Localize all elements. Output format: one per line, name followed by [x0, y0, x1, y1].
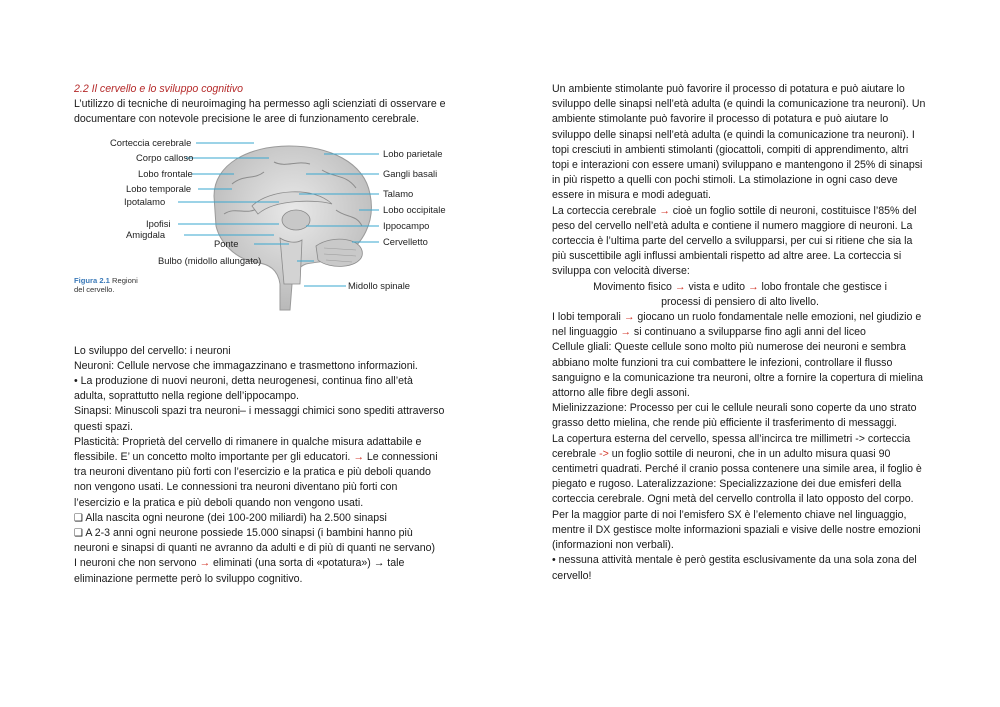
label-ipotalamo: Ipotalamo: [124, 195, 166, 207]
brain-figure: [74, 134, 446, 324]
label-ipofisi: Ipofisi: [146, 217, 171, 229]
sinapsi-2-3-anni-text: A 2-3 anni ogni neurone possiede 15.000 sinapsi (i bambini hanno più neuroni e sinapsi di quanti ne avranno da adulti e di più di quanti ne servano): [74, 527, 436, 555]
neurogenesi-bullet: • La produzione di nuovi neuroni, detta neurogenesi, continua fino all’età adulta, soprattutto nella regione dell’ippocampo.: [74, 375, 413, 403]
potatura-text-a: I neuroni che non servono: [74, 557, 197, 570]
corteccia-text-b: cioè un foglio sottile di neuroni, costituisce l’85% del peso del cervello nell’età adulta e contiene il numero maggiore di neuroni. La corteccia è l’ultima parte del cervello a svilupparsi, per cui si ritiene che sia la più suscettibile agli influssi ambientali rispetto ad altre aree. La corteccia si sviluppa con velocità diverse:: [552, 204, 917, 278]
checkbox-bullet-icon: ❑: [74, 528, 83, 540]
red-arrow-icon: ->: [599, 447, 609, 460]
sinapsi-nascita-text: Alla nascita ogni neurone (dei 100-200 miliardi) ha 2.500 sinapsi: [85, 511, 387, 524]
checkbox-bullet-icon: ❑: [74, 512, 83, 524]
def-plasticita: [74, 435, 446, 511]
sinapsi-2-3-anni: [74, 526, 446, 556]
copertura-text-b: corteccia cerebrale: [552, 432, 911, 460]
right-column: [552, 82, 928, 584]
copertura-text-a: La copertura esterna del cervello, spessa all’incirca tre millimetri ->: [552, 432, 865, 445]
red-arrow-icon: →: [620, 326, 631, 339]
plasticita-text-b: Le connessioni tra neuroni diventano più forti con l’esercizio e la pratica e più deboli quando non vengono usati. Le connessioni tra neuroni diventano più forti con l’esercizio e la pratica e più deboli quando non vengono usati.: [74, 451, 438, 509]
corteccia-text-a: La corteccia cerebrale: [552, 204, 657, 217]
label-bulbo: Bulbo (midollo allungato): [158, 254, 262, 266]
red-arrow-icon: →: [353, 451, 364, 464]
red-arrow-icon: →: [199, 557, 211, 570]
label-ippocampo: Ippocampo: [383, 219, 430, 231]
label-midollo-spinale: Midollo spinale: [348, 279, 411, 291]
label-lobo-temporale: Lobo temporale: [126, 182, 192, 194]
def-sinapsi: Sinapsi: Minuscoli spazi tra neuroni– i messaggi chimici sono spediti attraverso questi spazi.: [74, 405, 445, 433]
label-lobo-occipitale: Lobo occipitale: [383, 203, 446, 215]
potatura-text-b: eliminati (una sorta di «potatura») → tale eliminazione permette però lo sviluppo cognitivo.: [74, 557, 405, 585]
sequence-step-3: lobo frontale che gestisce i: [761, 280, 887, 293]
copertura-esterna-paragraph: [552, 432, 928, 554]
def-neuroni: Neuroni: Cellule nervose che immagazzinano e trasmettono informazioni.: [74, 359, 418, 372]
red-arrow-icon: →: [674, 280, 686, 293]
label-amigdala: Amigdala: [126, 228, 166, 240]
label-lobo-parietale: Lobo parietale: [383, 147, 443, 159]
corteccia-paragraph: [552, 204, 928, 280]
potatura-paragraph: [74, 556, 446, 586]
intro-paragraph: L’utilizzo di tecniche di neuroimaging ha permesso agli scienziati di osservare e documentare con notevole precisione le aree di funzionamento cerebrale.: [74, 98, 446, 126]
figure-caption-text-2: del cervello.: [74, 284, 115, 294]
mielinizzazione-paragraph: Mielinizzazione: Processo per cui le cellule neurali sono coperte da uno strato grasso detto mielina, che rende più efficiente il trasferimento di messaggi.: [552, 402, 917, 430]
label-corpo-calloso: Corpo calloso: [136, 151, 194, 163]
left-column: [74, 82, 446, 587]
plasticita-text-a: Plasticità: Proprietà del cervello di rimanere in qualche misura adattabile e flessibile. E’ un concetto molto importante per gli educatori.: [74, 435, 422, 464]
ambiente-stimolante-paragraph: Un ambiente stimolante può favorire il processo di potatura e può aiutare lo sviluppo delle sinapsi nell’età adulta (e quindi la comunicazione tra neuroni). Un ambiente stimolante può favorire il processo di potatura e può aiutare lo sviluppo delle sinapsi nell’età adulta (e quindi la comunicazione tra neuroni). I topi cresciuti in ambienti stimolanti (giocattoli, compiti di apprendimento, altri topi e interazioni con essere umani) sviluppano e mantengono il 25% di sinapsi in più rispetto a quelli con pochi stimoli. La stimolazione in ogni caso deve essere in misura e modi adeguati.: [552, 83, 926, 202]
figure-number: Figura 2.1: [74, 275, 110, 285]
label-cervelletto: Cervelletto: [383, 235, 428, 247]
section-title: 2.2 Il cervello e lo sviluppo cognitivo: [74, 83, 244, 95]
figure-caption-text-1: Regioni: [112, 275, 138, 285]
label-gangli-basali: Gangli basali: [383, 167, 438, 179]
label-talamo: Talamo: [383, 187, 414, 199]
sequence-step-1: Movimento fisico: [593, 280, 672, 293]
figure-caption: [74, 276, 138, 294]
sinapsi-nascita: [74, 511, 446, 526]
sviluppo-sequence: [552, 280, 928, 310]
lobi-temporali-text-c: si continuano a svilupparse fino agli anni del liceo: [633, 326, 866, 339]
subheading-neuroni: Lo sviluppo del cervello: i neuroni: [74, 344, 231, 357]
copertura-text-c: un foglio sottile di neuroni, che in un adulto misura quasi 90 centimetri quadrati. Perché il cranio possa contenere una simile area, il foglio è piegato e rugoso. Lateralizzazione: Specializzazione dei due emisferi della corteccia cerebrale. Ogni metà del cervello controlla il lato opposto del corpo. Per la maggior parte di noi l’emisfero SX è l’elemento chiave nel linguaggio, mentre il DX gestisce molte informazioni spaziali e visive delle nostre emozioni (informazioni non verbali).: [552, 447, 922, 552]
label-ponte: Ponte: [214, 237, 239, 249]
attivita-mentale-bullet: • nessuna attività mentale è però gestita esclusivamente da una sola zona del cervello!: [552, 554, 917, 582]
red-arrow-icon: →: [623, 311, 635, 324]
sequence-step-3-cont: processi di pensiero di alto livello.: [661, 295, 819, 308]
sequence-step-2: vista e udito: [688, 280, 745, 293]
red-arrow-icon: →: [747, 280, 759, 293]
lobi-temporali-paragraph: [552, 310, 928, 340]
lobi-temporali-text-b: giocano un ruolo fondamentale nelle emozioni, nel giudizio e nel linguaggio: [552, 311, 922, 339]
red-arrow-icon: →: [659, 204, 670, 217]
label-corteccia-cerebrale: Corteccia cerebrale: [110, 136, 192, 148]
label-lobo-frontale: Lobo frontale: [138, 167, 193, 179]
lobi-temporali-text-a: I lobi temporali: [552, 311, 621, 324]
cellule-gliali-paragraph: Cellule gliali: Queste cellule sono molto più numerose dei neuroni e sembra abbiano molte funzioni tra cui combattere le infezioni, controllare il flusso sanguigno e la comunicazione tra neuroni, oltre a fornire la copertura di mielina attorno alle fibre degli assoni.: [552, 341, 923, 400]
